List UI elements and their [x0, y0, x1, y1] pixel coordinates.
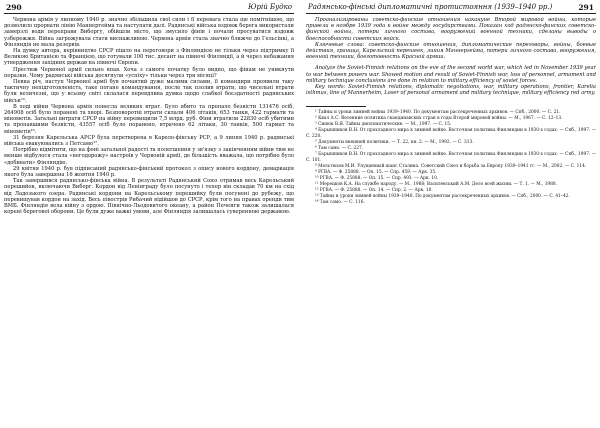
footnote: ¹¹ Мерецков К.А. На службе народу. — М., 1988; Василевський А.М. Дело всей жизни. — Т. 1. — М., 1988. — [315, 182, 557, 188]
footnote: ⁵ Документы внешней политики. — Т. 22, кн. 2. — М., 1992. — С. 313. — [315, 140, 474, 146]
footnote-divider — [306, 106, 366, 107]
paragraph: Престиж Червоної армії сильно впав. Хоча з самого початку було видно, що фінам не уникнути поразки. Чому радянські війська досягнули «успіху» тільки через три місяці? — [4, 66, 294, 79]
footnote: ¹⁰ РГВА. — Ф. 25888. — Оп. 15. — Спр. 493. — Арк. 10. — [315, 176, 439, 182]
paragraph: Потрібно відмітити, що на фоні загальної радості та полегшення у зв'язку з закінченням війни тим не менше відбулося стала «негодорожу» настроїв у Червоній армії, де більшість вважала, що потрібно було «добивати» Фінляндію. — [4, 147, 294, 166]
left-running-head: Юрій Будко — [248, 3, 292, 11]
right-page — [300, 0, 600, 428]
keywords-english: Key words: Soviet-Finnish relations, diplomatic negotiations, war, military operations, frontier, Karelia isthmus, line of Mannerheim, Loser of personal armament and military technique, military efficiency red army. — [306, 84, 596, 97]
right-page-header — [306, 3, 596, 14]
right-page-body — [306, 17, 596, 424]
keywords-russian: Ключевые слова: советско-финские отношения, дипломатические переговоры, войны, боевые действия, граница, Карельский перешеек, линия Маннергейма, потери личного состава, вооружения, военной техники, боеготовность Красной армии. — [306, 41, 596, 61]
abstract-russian: Проанализированы советско-финские отношения накануне Второй мировой войны, которые привели в ноябре 1939 года к войне между государствами. Показан ход радянско-финских советско-финской войны, потери личного состава, вооружений военной техники, сделаны выводы о боеспособности советских войск. — [306, 17, 596, 42]
footnote: ¹ Тайны и уроки зимней войны 1939–1940. По документам рассекреченных архивов. — Спб., 2000. — С. 21. — [315, 110, 561, 116]
paragraph: В ході війни Червона армія понесла великих втрат. Було вбито та пропало безвісти 131476 осіб, 264908 осіб було поранені та хворі. Безповоротні втрати склали 406 літаків, 653 танки, 422 гармати та мінометів. Загальні витрати СРСР на війну перевищили 7,5 млрд. руб. Фіни втратили 22830 осіб убитими та пропавшими безвісти, 43557 осіб було поранено, втрачено 62 літаки, 30 танків, 500 гармат та мінометів¹⁶. — [4, 103, 294, 135]
footnote: ⁹ РГВА. — Ф. 25888. — Оп. 15. — Спр. 459. — Арк. 35. — [315, 170, 437, 176]
footnote: ⁴ Барышников В.Н. От прохладного мира к зимней войне. Восточная политика Финляндии в 1930-х годах. — Спб., 1997. — С. 220. — [306, 128, 596, 140]
footnote: ⁸ Мельтюхов М.И. Упущенный шанс Сталина. Советский Союз и борьба за Европу 1939–1941 гг. — М., 2002. — С. 114. — [315, 164, 587, 170]
right-running-head: Радянсько-фінські дипломатичні протистояння (1939–1940 рр.) — [308, 3, 553, 11]
left-page-number: 290 — [6, 3, 22, 12]
left-page-body — [4, 17, 294, 424]
footnote: ¹⁴ Там само. — С. 116. — [315, 200, 365, 206]
paragraph: 29 квітня 1940 р. був підписаний радянсько-фінський протокол з опису нового кордону, демаркація якого була завершена 16 жовтня 1940 р. — [4, 165, 294, 179]
footnote: ³ Синюк В.Я. Тайны дипломатические. — М., 1997. — С. 15. — [315, 122, 452, 128]
paragraph: Так завершився радянсько-фінська війна. В результаті Радянський Союз отримав весь Карельський перешийок, включаючи Виборг. Кордон від Ленінграду було посунуто і тепер він складав 70 км на схід від Ладозького озера. Радянські кордони на Карельському перешийку були посунені до рубежу, що перевищував кордон на захід. Весь півострів Рибачий відійшов до СРСР, крім того на правах оренди тим ВМБ. Фінляндія вела війну з ордою. Північно-Льодовитого океану, а район Печенги також залишалася корені берегової оборони. Це були дуже важкі умови, але Фінляндія залишалась суверенною державою. — [4, 178, 294, 216]
footnote: ¹² РГВА. — Ф. 25888. — Оп. 14. — Спр. 2. — Арк. 10. — [315, 188, 433, 194]
footnote: ² Квал А.С. Весенние политика скандинавских стран в годы Второй мировой войны. — М., 1967. — С. 12–13. — [315, 116, 563, 122]
left-page-header — [4, 3, 294, 14]
abstract-english: Analyze the Soviet-Finnish relations on the eve of the second world war, which led in November 1939 year to war between powers war. Showed motion and result of Soviet-Finnish war, loss of personnel, armament and military technique conclusions are done in relation to military efficiency of soviet forces. — [306, 65, 596, 84]
footnote: ⁷ Барышников В.Н. От прохладного мира к зимней войне. Восточная политика Финляндии в 1930-х годах. — Спб., 1997. — С. 101. — [306, 152, 596, 164]
footnote: ⁶ Там само. — С. 227. — [315, 146, 364, 152]
paragraph: На думку автора, керівництво СРСР пішло на переговори з Фінляндією не тільки через підтримку її Великою Британією та Францією, що готували 100 тис. десант на півночі Фінляндії, а й через небажання утвердження західних держав на півночі Європи. — [4, 48, 294, 67]
footnote: ¹³ Тайны и уроки зимней войны 1939–1940. По документам рассекреченных архивов. — Спб., 2000. — С. 41–42. — [315, 194, 570, 200]
right-page-number: 291 — [578, 3, 594, 12]
paragraph: Певна річ, наступ Червоної армії був почантий дуже малими силами, її командири проявили таку тактичну непідготовленість, таке погане командування, после так пзолив втрати, що чисельні втрати були величезні, що у всьому світі склалася перевдлива думка щодо слабкої боєздатності радянських військ¹⁵. — [4, 79, 294, 104]
paragraph: Червона армія у липному 1940 р. значно збільшила свої сили і її перевага стала ще помітнішою, що дозволило прорвати лінію Маннергейма та наступати далі. Радянські війська вздовж берега використали замерзлі води переправи Виборгу, обійшли місто, що змусило фінів і почали просуватися вздовж узбережжя. Війна загрожувала стати виснажливою. Червона армія стала значно ближче до Гельсінкі, а Фінляндія не мала резервів. — [4, 17, 294, 48]
paragraph: 31 березня Карельська АРСР була перетворена в Карело-фінську РСР, а 9 липня 1940 р. радянські війська евакуювались з Петсамо¹⁷. — [4, 134, 294, 148]
